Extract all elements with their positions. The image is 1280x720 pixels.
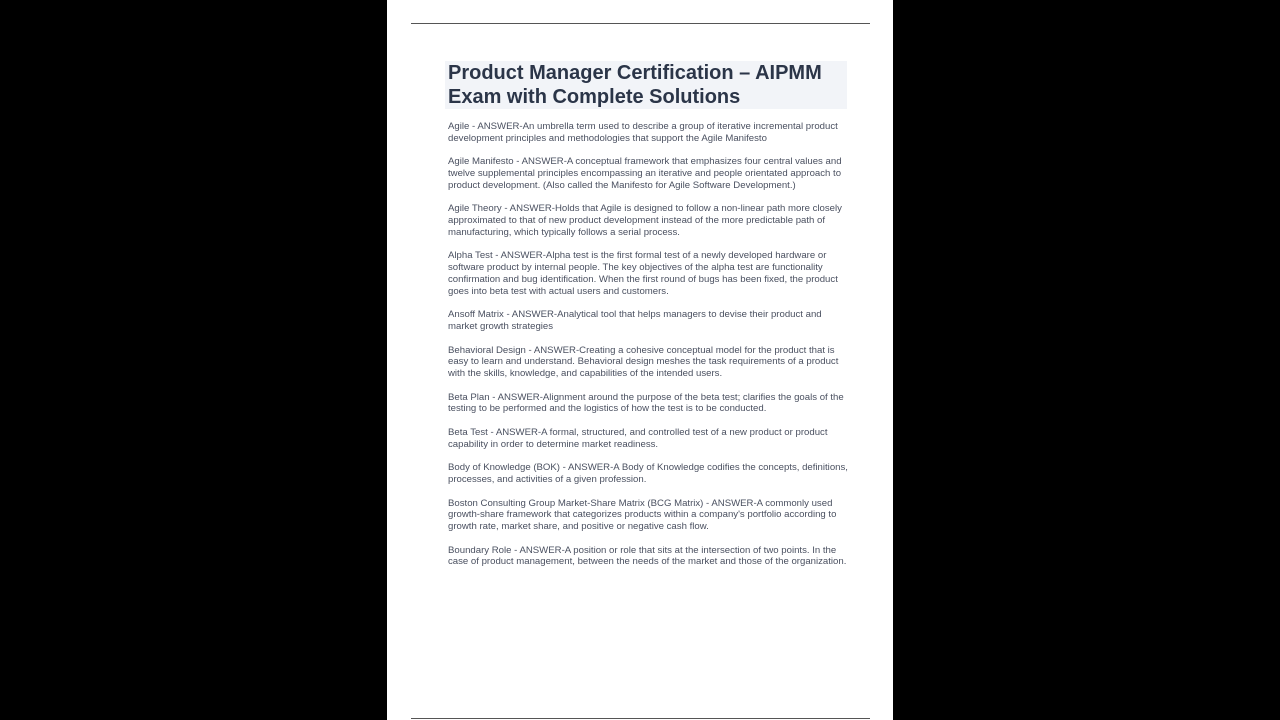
document-title: Product Manager Certification – AIPMM Exam with Complete Solutions xyxy=(448,62,822,108)
definition-entry: Boston Consulting Group Market-Share Matrix (BCG Matrix) - ANSWER-A commonly used growth-share framework that categorizes products within a company's portfolio according to growth rate, market share, and positive or negative cash flow. xyxy=(448,497,837,533)
definition-entry: Agile - ANSWER-An umbrella term used to describe a group of iterative incremental product development principles and methodologies that support the Agile Manifesto xyxy=(448,121,838,144)
definition-list xyxy=(448,121,848,580)
definition-entry: Beta Test - ANSWER-A formal, structured, and controlled test of a new product or product capability in order to determine market readiness. xyxy=(448,426,828,450)
definition-entry: Body of Knowledge (BOK) - ANSWER-A Body of Knowledge codifies the concepts, definitions, processes, and activities of a given profession. xyxy=(448,462,848,486)
definition-entry: Agile Manifesto - ANSWER-A conceptual framework that emphasizes four central values and twelve supplemental principles encompassing an iterative and people orientated approach to product development. (Also called the Manifesto for Agile Software Development.) xyxy=(448,156,842,191)
document-page xyxy=(387,0,893,720)
definition-entry: Behavioral Design - ANSWER-Creating a cohesive conceptual model for the product that is easy to learn and understand. Behavioral design meshes the task requirements of a product with the skills, knowledge, and capabilities of the intended users. xyxy=(448,344,839,380)
definition-entry: Agile Theory - ANSWER-Holds that Agile is designed to follow a non-linear path more closely approximated to that of new product development instead of the more predictable path of manufacturing, which typically follows a serial process. xyxy=(448,203,842,238)
bottom-divider xyxy=(411,718,870,719)
top-divider xyxy=(411,23,870,24)
definition-entry: Boundary Role - ANSWER-A position or role that sits at the intersection of two points. In the case of product management, between the needs of the market and those of the organization. xyxy=(448,544,847,568)
definition-entry: Ansoff Matrix - ANSWER-Analytical tool that helps managers to devise their product and market growth strategies xyxy=(448,309,822,333)
definition-entry: Beta Plan - ANSWER-Alignment around the purpose of the beta test; clarifies the goals of the testing to be performed and the logistics of how the test is to be conducted. xyxy=(448,391,844,415)
definition-entry: Alpha Test - ANSWER-Alpha test is the first formal test of a newly developed hardware or software product by internal people. The key objectives of the alpha test are functionality confirmation and bug identification. When the first round of bugs has been fixed, the product goes into beta test with actual users and customers. xyxy=(448,250,838,297)
